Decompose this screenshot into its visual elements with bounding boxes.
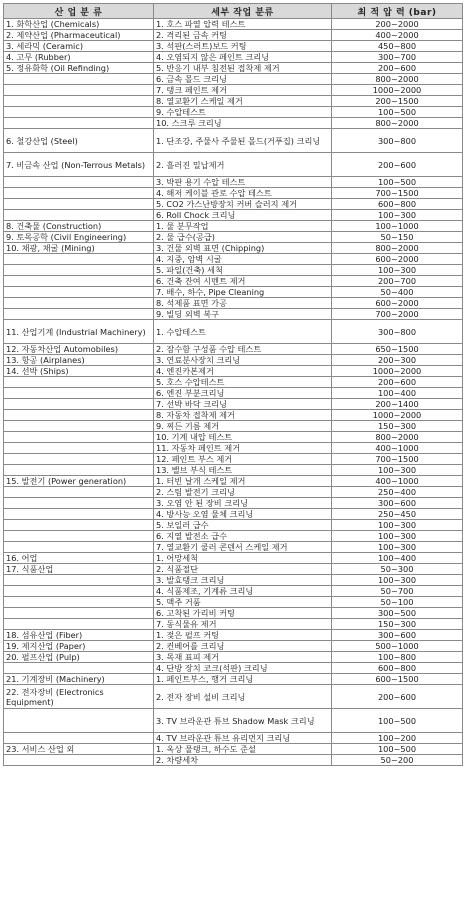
header-task: 세부 작업 분류 — [154, 4, 332, 19]
task-cell: 5. 파일(건축) 세척 — [154, 265, 332, 276]
task-cell: 1. 페인트부스, 행거 크리닝 — [154, 674, 332, 685]
table-row — [4, 674, 463, 685]
industry-cell — [4, 399, 154, 410]
industry-cell — [4, 597, 154, 608]
pressure-table-sheet — [3, 3, 462, 766]
task-cell: 2. 차량세차 — [154, 755, 332, 766]
pressure-cell: 500~1000 — [332, 641, 463, 652]
industry-cell — [4, 575, 154, 586]
pressure-cell: 100~500 — [332, 709, 463, 733]
pressure-cell: 100~400 — [332, 388, 463, 399]
task-cell: 6. 건축 잔여 시멘트 제거 — [154, 276, 332, 287]
pressure-cell: 100~300 — [332, 265, 463, 276]
industry-cell — [4, 465, 154, 476]
industry-cell: 20. 펄프산업 (Pulp) — [4, 652, 154, 663]
task-cell: 5. 반응기 내부 침전된 접착제 제거 — [154, 63, 332, 74]
pressure-cell: 800~2000 — [332, 243, 463, 254]
table-row — [4, 177, 463, 188]
industry-cell: 11. 산업기계 (Industrial Machinery) — [4, 320, 154, 344]
table-row — [4, 421, 463, 432]
table-row — [4, 709, 463, 733]
table-row — [4, 355, 463, 366]
task-cell: 9. 수압테스트 — [154, 107, 332, 118]
pressure-cell: 100~300 — [332, 520, 463, 531]
pressure-cell: 600~800 — [332, 663, 463, 674]
table-row — [4, 221, 463, 232]
pressure-cell: 150~300 — [332, 421, 463, 432]
industry-cell: 12. 자동차산업 Automobiles) — [4, 344, 154, 355]
table-row — [4, 454, 463, 465]
task-cell: 1. 수압테스트 — [154, 320, 332, 344]
task-cell: 2. 격리된 금속 커팅 — [154, 30, 332, 41]
table-row — [4, 74, 463, 85]
industry-cell — [4, 498, 154, 509]
task-cell: 4. 해저 케이블 관로 수압 테스트 — [154, 188, 332, 199]
pressure-cell: 200~1400 — [332, 399, 463, 410]
task-cell: 8. 자동차 접착제 제거 — [154, 410, 332, 421]
table-row — [4, 52, 463, 63]
table-row — [4, 210, 463, 221]
task-cell: 4. 식품제조, 기계류 크리닝 — [154, 586, 332, 597]
pressure-cell: 250~400 — [332, 487, 463, 498]
table-row — [4, 531, 463, 542]
pressure-cell: 1000~2000 — [332, 85, 463, 96]
pressure-cell: 300~500 — [332, 608, 463, 619]
pressure-table — [3, 3, 463, 766]
task-cell: 2. 흘러진 밀납제거 — [154, 153, 332, 177]
task-cell: 1. 호스 파열 압력 테스트 — [154, 19, 332, 30]
pressure-cell: 800~2000 — [332, 118, 463, 129]
pressure-cell: 450~800 — [332, 41, 463, 52]
industry-cell — [4, 542, 154, 553]
industry-cell — [4, 421, 154, 432]
industry-cell — [4, 107, 154, 118]
task-cell: 7. 열교환기 쿨러 콘덴서 스케일 제거 — [154, 542, 332, 553]
industry-cell — [4, 388, 154, 399]
industry-cell — [4, 733, 154, 744]
table-row — [4, 410, 463, 421]
task-cell: 5. 맥주 거품 — [154, 597, 332, 608]
table-row — [4, 630, 463, 641]
pressure-cell: 50~300 — [332, 564, 463, 575]
table-row — [4, 232, 463, 243]
pressure-cell: 700~1500 — [332, 188, 463, 199]
table-row — [4, 287, 463, 298]
pressure-cell: 700~1500 — [332, 454, 463, 465]
pressure-cell: 400~1000 — [332, 476, 463, 487]
industry-cell: 16. 어업 — [4, 553, 154, 564]
pressure-cell: 250~450 — [332, 509, 463, 520]
task-cell: 2. 물 급수(공급) — [154, 232, 332, 243]
pressure-cell: 650~1500 — [332, 344, 463, 355]
pressure-cell: 1000~2000 — [332, 410, 463, 421]
table-row — [4, 344, 463, 355]
pressure-cell: 300~600 — [332, 630, 463, 641]
pressure-cell: 200~600 — [332, 63, 463, 74]
pressure-cell: 600~1500 — [332, 674, 463, 685]
task-cell: 6. Roll Chock 크리닝 — [154, 210, 332, 221]
table-row — [4, 608, 463, 619]
industry-cell: 10. 채광, 채굴 (Mining) — [4, 243, 154, 254]
pressure-cell: 300~600 — [332, 498, 463, 509]
task-cell: 5. 호스 수압테스트 — [154, 377, 332, 388]
task-cell: 7. 동식물유 제거 — [154, 619, 332, 630]
pressure-cell: 200~300 — [332, 355, 463, 366]
task-cell: 4. 오염되지 않은 페인트 크리닝 — [154, 52, 332, 63]
task-cell: 2. 식품절단 — [154, 564, 332, 575]
industry-cell: 2. 제약산업 (Pharmaceutical) — [4, 30, 154, 41]
table-row — [4, 19, 463, 30]
industry-cell — [4, 309, 154, 320]
industry-cell — [4, 177, 154, 188]
task-cell: 3. 박판 용기 수압 테스트 — [154, 177, 332, 188]
pressure-cell: 50~200 — [332, 755, 463, 766]
industry-cell — [4, 443, 154, 454]
pressure-cell: 100~300 — [332, 465, 463, 476]
table-row — [4, 399, 463, 410]
table-row — [4, 755, 463, 766]
industry-cell: 22. 전자장비 (Electronics Equipment) — [4, 685, 154, 709]
task-cell: 4. TV 브라운관 튜브 유리먼지 크리닝 — [154, 733, 332, 744]
task-cell: 9. 빌딩 외벽 복구 — [154, 309, 332, 320]
industry-cell — [4, 199, 154, 210]
industry-cell — [4, 520, 154, 531]
industry-cell — [4, 210, 154, 221]
table-row — [4, 320, 463, 344]
table-row — [4, 509, 463, 520]
task-cell: 4. 방사능 오염 물체 크리닝 — [154, 509, 332, 520]
industry-cell: 4. 고무 (Rubber) — [4, 52, 154, 63]
task-cell: 13. 밸브 부식 테스트 — [154, 465, 332, 476]
table-row — [4, 685, 463, 709]
table-row — [4, 542, 463, 553]
industry-cell: 6. 철강산업 (Steel) — [4, 129, 154, 153]
task-cell: 4. 단방 장치 코크(석판) 크리닝 — [154, 663, 332, 674]
table-row — [4, 586, 463, 597]
task-cell: 3. 오염 안 된 장비 크리닝 — [154, 498, 332, 509]
task-cell: 8. 열교환기 스케일 제거 — [154, 96, 332, 107]
industry-cell: 19. 제지산업 (Paper) — [4, 641, 154, 652]
pressure-cell: 600~2000 — [332, 298, 463, 309]
industry-cell — [4, 487, 154, 498]
pressure-cell: 800~2000 — [332, 74, 463, 85]
pressure-cell: 100~400 — [332, 553, 463, 564]
task-cell: 8. 석제품 표면 가공 — [154, 298, 332, 309]
pressure-cell: 150~300 — [332, 619, 463, 630]
table-row — [4, 388, 463, 399]
table-body — [4, 19, 463, 766]
industry-cell — [4, 377, 154, 388]
industry-cell — [4, 85, 154, 96]
table-row — [4, 265, 463, 276]
table-row — [4, 199, 463, 210]
pressure-cell: 100~300 — [332, 575, 463, 586]
industry-cell — [4, 509, 154, 520]
pressure-cell: 50~400 — [332, 287, 463, 298]
table-row — [4, 107, 463, 118]
task-cell: 3. 석판(스러트)보드 커팅 — [154, 41, 332, 52]
table-row — [4, 118, 463, 129]
table-row — [4, 366, 463, 377]
pressure-cell: 100~300 — [332, 531, 463, 542]
task-cell: 3. 목재 표피 제거 — [154, 652, 332, 663]
industry-cell: 13. 항공 (Airplanes) — [4, 355, 154, 366]
pressure-cell: 100~500 — [332, 177, 463, 188]
task-cell: 2. 전자 장비 설비 크리닝 — [154, 685, 332, 709]
industry-cell — [4, 608, 154, 619]
industry-cell: 7. 비금속 산업 (Non-Terrous Metals) — [4, 153, 154, 177]
task-cell: 5. CO2 가스난방장치 커버 슬러지 제거 — [154, 199, 332, 210]
table-row — [4, 733, 463, 744]
task-cell: 12. 페인트 부스 제거 — [154, 454, 332, 465]
table-row — [4, 377, 463, 388]
table-row — [4, 243, 463, 254]
industry-cell — [4, 454, 154, 465]
industry-cell: 8. 건축물 (Construction) — [4, 221, 154, 232]
industry-cell: 14. 선박 (Ships) — [4, 366, 154, 377]
table-row — [4, 309, 463, 320]
task-cell: 9. 찌든 기름 제거 — [154, 421, 332, 432]
pressure-cell: 700~2000 — [332, 309, 463, 320]
industry-cell — [4, 410, 154, 421]
table-row — [4, 443, 463, 454]
industry-cell: 3. 세라믹 (Ceramic) — [4, 41, 154, 52]
pressure-cell: 400~1000 — [332, 443, 463, 454]
table-row — [4, 564, 463, 575]
table-row — [4, 153, 463, 177]
industry-cell — [4, 709, 154, 733]
table-row — [4, 298, 463, 309]
industry-cell — [4, 432, 154, 443]
industry-cell — [4, 118, 154, 129]
industry-cell — [4, 188, 154, 199]
pressure-cell: 200~600 — [332, 153, 463, 177]
table-row — [4, 129, 463, 153]
task-cell: 7. 선박 바닥 크리닝 — [154, 399, 332, 410]
task-cell: 6. 금속 몰드 크리닝 — [154, 74, 332, 85]
task-cell: 2. 잠수함 구성품 수압 테스트 — [154, 344, 332, 355]
table-row — [4, 553, 463, 564]
header-pressure: 최 적 압 력 (bar) — [332, 4, 463, 19]
industry-cell — [4, 265, 154, 276]
table-row — [4, 276, 463, 287]
industry-cell: 1. 화학산업 (Chemicals) — [4, 19, 154, 30]
table-row — [4, 520, 463, 531]
table-row — [4, 744, 463, 755]
task-cell: 1. 옥상 물탱크, 하수도 준설 — [154, 744, 332, 755]
table-row — [4, 476, 463, 487]
industry-cell — [4, 298, 154, 309]
industry-cell: 15. 발전기 (Power generation) — [4, 476, 154, 487]
pressure-cell: 1000~2000 — [332, 366, 463, 377]
pressure-cell: 200~700 — [332, 276, 463, 287]
pressure-cell: 600~800 — [332, 199, 463, 210]
pressure-cell: 50~100 — [332, 597, 463, 608]
pressure-cell: 50~150 — [332, 232, 463, 243]
pressure-cell: 300~700 — [332, 52, 463, 63]
task-cell: 10. 기계 내압 테스트 — [154, 432, 332, 443]
pressure-cell: 600~2000 — [332, 254, 463, 265]
industry-cell — [4, 663, 154, 674]
table-row — [4, 498, 463, 509]
task-cell: 6. 고착된 가리비 커팅 — [154, 608, 332, 619]
pressure-cell: 100~300 — [332, 210, 463, 221]
industry-cell: 23. 서비스 산업 외 — [4, 744, 154, 755]
industry-cell — [4, 287, 154, 298]
industry-cell: 17. 식품산업 — [4, 564, 154, 575]
industry-cell — [4, 755, 154, 766]
header-row — [4, 4, 463, 19]
task-cell: 1. 어망세척 — [154, 553, 332, 564]
table-row — [4, 663, 463, 674]
pressure-cell: 800~2000 — [332, 432, 463, 443]
task-cell: 4. 지중, 암벽 시굴 — [154, 254, 332, 265]
task-cell: 2. 컨베어를 크리닝 — [154, 641, 332, 652]
table-row — [4, 30, 463, 41]
industry-cell — [4, 74, 154, 85]
table-row — [4, 487, 463, 498]
task-cell: 10. 스크루 크리닝 — [154, 118, 332, 129]
task-cell: 4. 엔진카본제거 — [154, 366, 332, 377]
table-row — [4, 63, 463, 74]
pressure-cell: 100~800 — [332, 652, 463, 663]
task-cell: 1. 터빈 날개 스케일 제거 — [154, 476, 332, 487]
table-row — [4, 652, 463, 663]
task-cell: 6. 지열 발전소 급수 — [154, 531, 332, 542]
table-row — [4, 96, 463, 107]
industry-cell — [4, 254, 154, 265]
pressure-cell: 200~600 — [332, 685, 463, 709]
task-cell: 1. 물 분무작업 — [154, 221, 332, 232]
table-row — [4, 41, 463, 52]
task-cell: 3. TV 브라운관 튜브 Shadow Mask 크리닝 — [154, 709, 332, 733]
header-industry: 산 업 분 류 — [4, 4, 154, 19]
pressure-cell: 300~800 — [332, 129, 463, 153]
pressure-cell: 100~500 — [332, 744, 463, 755]
pressure-cell: 400~2000 — [332, 30, 463, 41]
pressure-cell: 200~600 — [332, 377, 463, 388]
pressure-cell: 300~800 — [332, 320, 463, 344]
industry-cell: 9. 토목공학 (Civil Engineering) — [4, 232, 154, 243]
task-cell: 11. 자동차 페인트 제거 — [154, 443, 332, 454]
pressure-cell: 200~1500 — [332, 96, 463, 107]
industry-cell — [4, 619, 154, 630]
task-cell: 7. 배수, 하수, Pipe Cleaning — [154, 287, 332, 298]
pressure-cell: 100~500 — [332, 107, 463, 118]
industry-cell: 5. 정유화학 (Oil Refinding) — [4, 63, 154, 74]
industry-cell — [4, 96, 154, 107]
industry-cell — [4, 531, 154, 542]
industry-cell: 21. 기계장비 (Machinery) — [4, 674, 154, 685]
table-row — [4, 597, 463, 608]
task-cell: 3. 발효탱크 크리닝 — [154, 575, 332, 586]
table-row — [4, 188, 463, 199]
pressure-cell: 100~300 — [332, 542, 463, 553]
task-cell: 3. 연료분사장치 크리닝 — [154, 355, 332, 366]
table-row — [4, 641, 463, 652]
table-row — [4, 575, 463, 586]
task-cell: 1. 젖은 펄프 커팅 — [154, 630, 332, 641]
task-cell: 2. 스팀 발전기 크리닝 — [154, 487, 332, 498]
task-cell: 6. 엔진 부분크리닝 — [154, 388, 332, 399]
table-row — [4, 85, 463, 96]
pressure-cell: 100~200 — [332, 733, 463, 744]
task-cell: 3. 건물 외벽 표면 (Chipping) — [154, 243, 332, 254]
task-cell: 7. 탱크 페인트 제거 — [154, 85, 332, 96]
pressure-cell: 50~700 — [332, 586, 463, 597]
table-row — [4, 619, 463, 630]
industry-cell: 18. 섬유산업 (Fiber) — [4, 630, 154, 641]
table-row — [4, 465, 463, 476]
pressure-cell: 200~2000 — [332, 19, 463, 30]
industry-cell — [4, 276, 154, 287]
pressure-cell: 100~1000 — [332, 221, 463, 232]
task-cell: 5. 보일러 급수 — [154, 520, 332, 531]
table-row — [4, 432, 463, 443]
industry-cell — [4, 586, 154, 597]
task-cell: 1. 단조강, 주물사 주물된 몰드(거푸집) 크리닝 — [154, 129, 332, 153]
table-row — [4, 254, 463, 265]
